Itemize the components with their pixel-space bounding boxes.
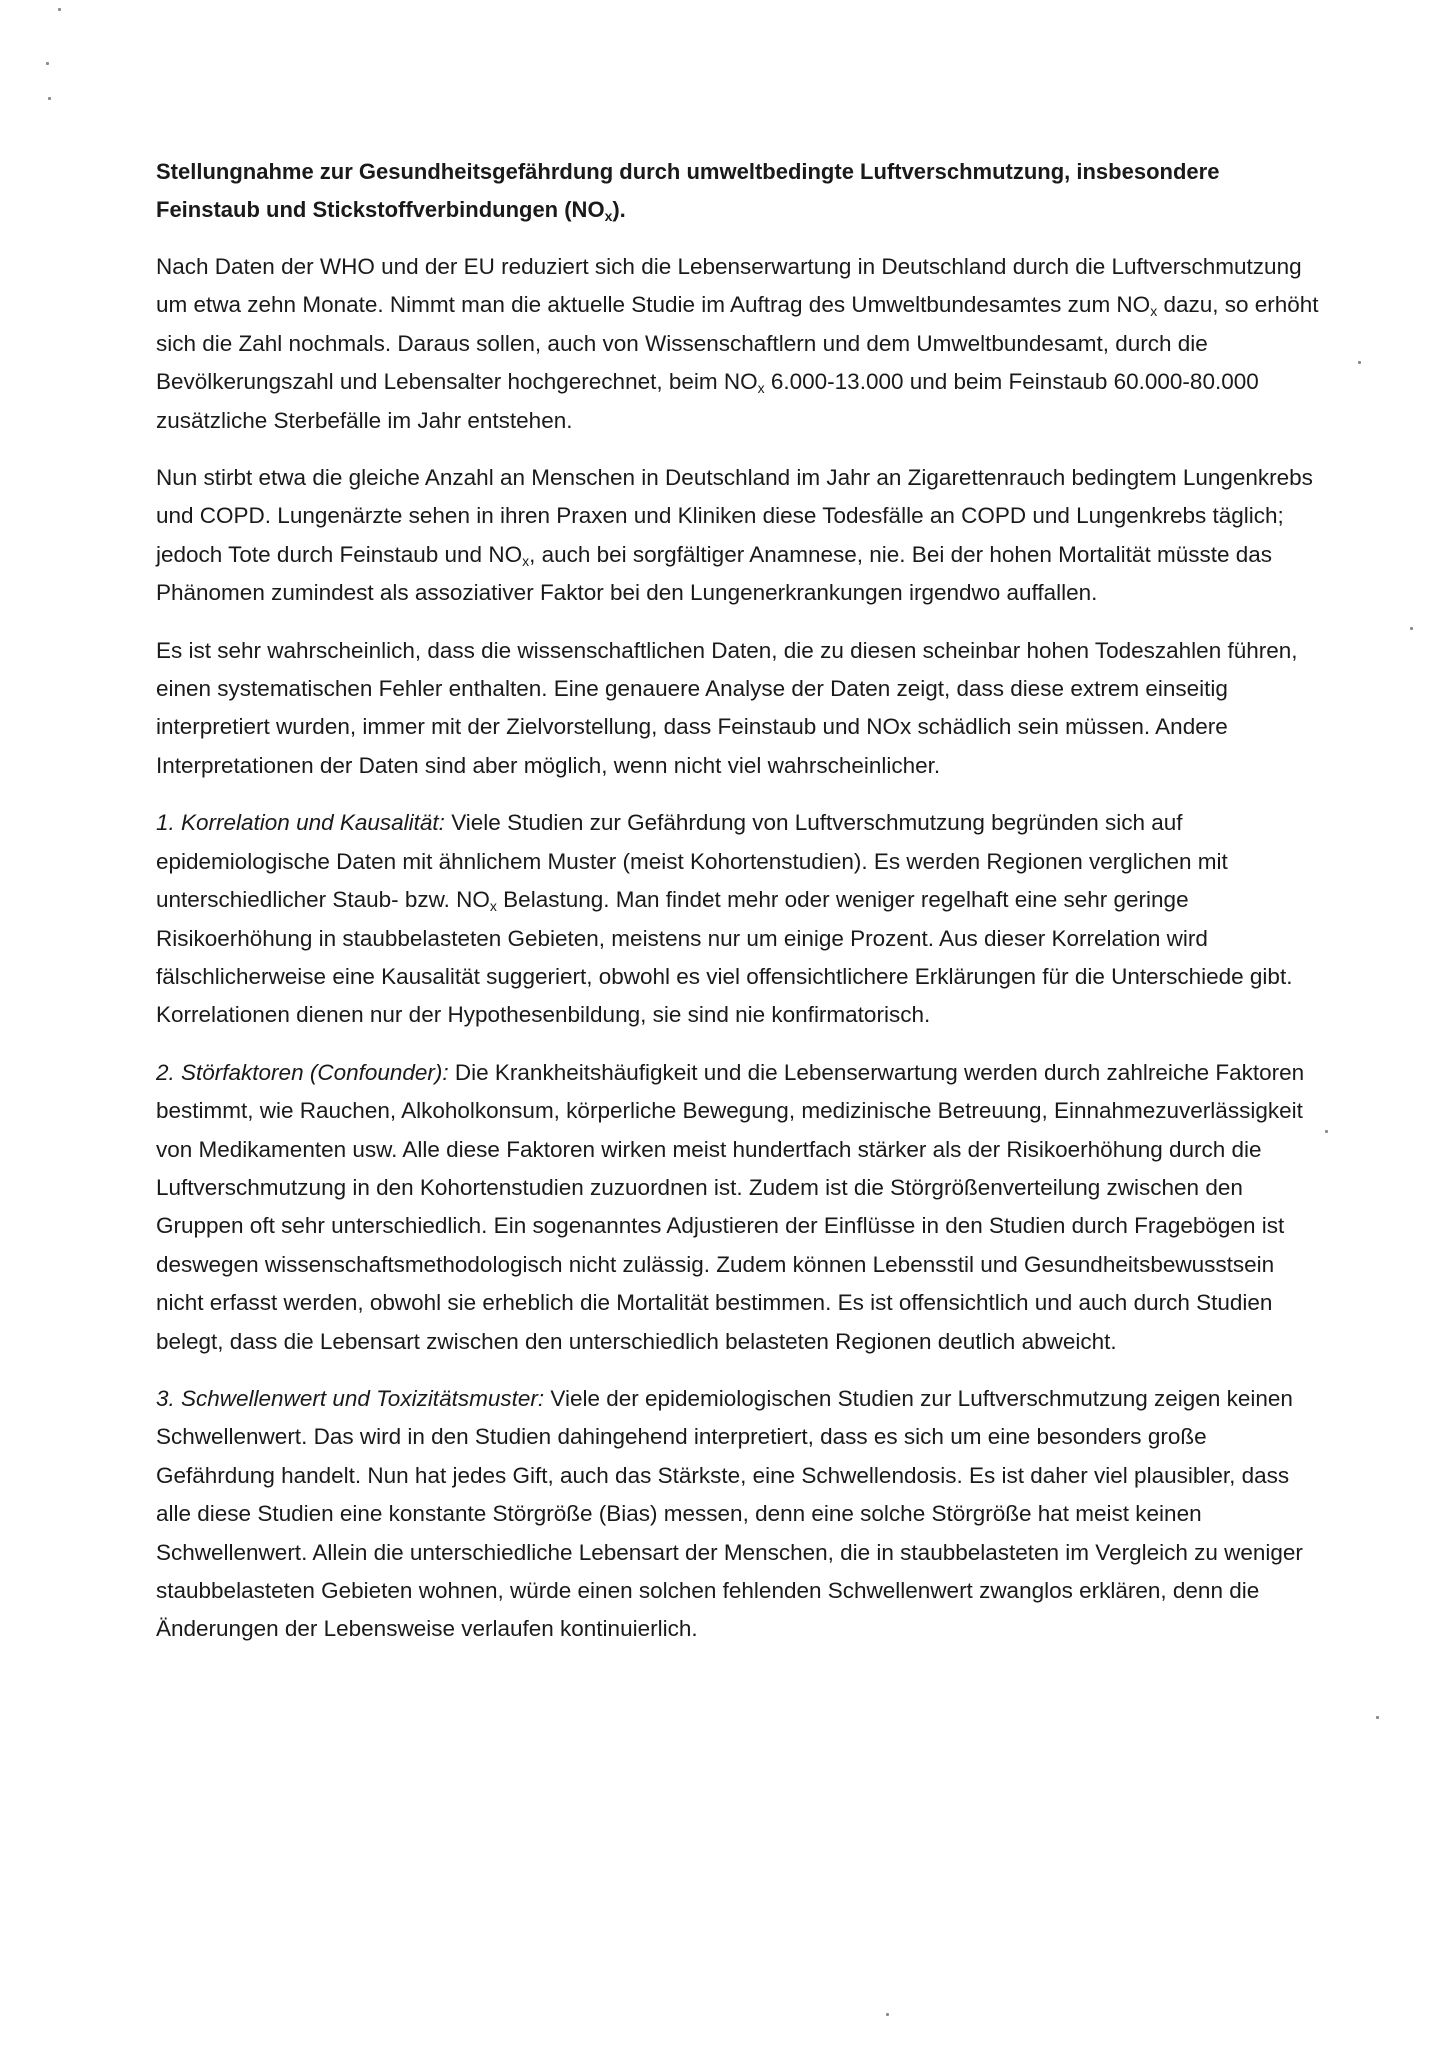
paragraph-confounders: 2. Störfaktoren (Confounder): Die Krankheitshäufigkeit und die Lebenserwartung werden durch zahlreiche Faktoren bestimmt, wie Rauchen, Alkoholkonsum, körperliche Bewegung, medizinische Betreuung, Einnahmezuverlässigkeit von Medikamenten usw. Alle diese Faktoren wirken meist hundertfach stärker als der Risikoerhöhung durch die Luftverschmutzung in den Kohortenstudien zuzuordnen ist. Zudem ist die Störgrößenverteilung zwischen den Gruppen oft sehr unterschiedlich. Ein sogenanntes Adjustieren der Einflüsse in den Studien durch Fragebögen ist deswegen wissenschaftsmethodologisch nicht zulässig. Zudem können Lebensstil und Gesundheitsbewusstsein nicht erfasst werden, obwohl sie erheblich die Mortalität bestimmen. Es ist offensichtlich und auch durch Studien belegt, dass die Lebensart zwischen den unterschiedlich belasteten Regionen deutlich abweicht. bbox=[156, 1059, 1305, 1354]
paragraph-correlation-causality: 1. Korrelation und Kausalität: Viele Studien zur Gefährdung von Luftverschmutzung begründen sich auf epidemiologische Daten mit ähnlichem Muster (meist Kohortenstudien). Es werden Regionen verglichen mit unterschiedlicher Staub- bzw. $NO_x$ Belastung. Man findet mehr oder weniger regelhaft eine sehr geringe Risikoerhöhung in staubbelasteten Gebieten, meistens nur um einige Prozent. Aus dieser Korrelation wird fälschlicherweise eine Kausalität suggeriert, obwohl es viel offensichtlichere Erklärungen für die Unterschiede gibt. Korrelationen dienen nur der Hypothesenbildung, sie sind nie konfirmatorisch. bbox=[156, 810, 1293, 1028]
subscript-x: x bbox=[604, 208, 613, 224]
section-label: 1. Korrelation und Kausalität: bbox=[156, 810, 445, 836]
document-title bbox=[156, 153, 1321, 229]
title-end: ). bbox=[612, 197, 626, 222]
paragraph-life-expectancy: Nach Daten der WHO und der EU reduziert sich die Lebenserwartung in Deutschland durch die Luftverschmutzung um etwa zehn Monate. Nimmt man die aktuelle Studie im Auftrag des Umweltbundesamtes zum $NO_x$ dazu, so erhöht sich die Zahl nochmals. Daraus sollen, auch von Wissenschaftlern und dem Umweltbundesamt, durch die Bevölkerungszahl und Lebensalter hochgerechnet, beim $NO_x$ 6.000-13.000 und beim Feinstaub 60.000-80.000 zusätzliche Sterbefälle im Jahr entstehen. bbox=[156, 254, 1319, 433]
subscript-x: x bbox=[489, 898, 497, 915]
paragraph-mortality-comparison: Nun stirbt etwa die gleiche Anzahl an Menschen in Deutschland im Jahr an Zigarettenrauch bedingtem Lungenkrebs und COPD. Lungenärzte sehen in ihren Praxen und Kliniken diese Todesfälle an COPD und Lungenkrebs täglich; jedoch Tote durch Feinstaub und $NO_x$, auch bei sorgfältiger Anamnese, nie. Bei der hohen Mortalität müsste das Phänomen zumindest als assoziativer Faktor bei den Lungenerkrankungen irgendwo auffallen. bbox=[156, 465, 1313, 606]
scan-speck bbox=[1358, 361, 1361, 364]
scan-speck bbox=[886, 2013, 889, 2016]
subscript-x: x bbox=[522, 552, 530, 569]
subscript-x: x bbox=[757, 380, 765, 397]
section-label: 2. Störfaktoren (Confounder): bbox=[156, 1059, 449, 1085]
section-label: 3. Schwellenwert und Toxizitätsmuster: bbox=[156, 1385, 545, 1411]
title-text: Stellungnahme zur Gesundheitsgefährdung durch umweltbedingte Luftverschmutzung, insbesondere Feinstaub und Stickstoffverbindungen (NO bbox=[156, 159, 1220, 222]
paragraph-threshold: 3. Schwellenwert und Toxizitätsmuster: Viele der epidemiologischen Studien zur Luftverschmutzung zeigen keinen Schwellenwert. Das wird in den Studien dahingehend interpretiert, dass es sich um eine besonders große Gefährdung handelt. Nun hat jedes Gift, auch das Stärkste, eine Schwellendosis. Es ist daher viel plausibler, dass alle diese Studien eine konstante Störgröße (Bias) messen, denn eine solche Störgröße hat meist keinen Schwellenwert. Allein die unterschiedliche Lebensart der Menschen, die in staubbelasteten im Vergleich zu weniger staubbelasteten Gebieten wohnen, würde einen solchen fehlenden Schwellenwert zwanglos erklären, denn die Änderungen der Lebensweise verlaufen kontinuierlich. bbox=[156, 1385, 1303, 1642]
scan-speck bbox=[1325, 1130, 1328, 1133]
paragraph-systematic-error: Es ist sehr wahrscheinlich, dass die wissenschaftlichen Daten, die zu diesen scheinbar hohen Todeszahlen führen, einen systematischen Fehler enthalten. Eine genauere Analyse der Daten zeigt, dass diese extrem einseitig interpretiert wurden, immer mit der Zielvorstellung, dass Feinstaub und NOx schädlich sein müssen. Andere Interpretationen der Daten sind aber möglich, wenn nicht viel wahrscheinlicher. bbox=[156, 637, 1298, 778]
scan-speck bbox=[1376, 1716, 1379, 1719]
scan-speck bbox=[48, 97, 51, 100]
scan-speck bbox=[46, 62, 49, 65]
document-body bbox=[156, 153, 1321, 1668]
scan-speck bbox=[1410, 627, 1413, 630]
scan-speck bbox=[58, 8, 61, 11]
subscript-x: x bbox=[1150, 303, 1158, 320]
